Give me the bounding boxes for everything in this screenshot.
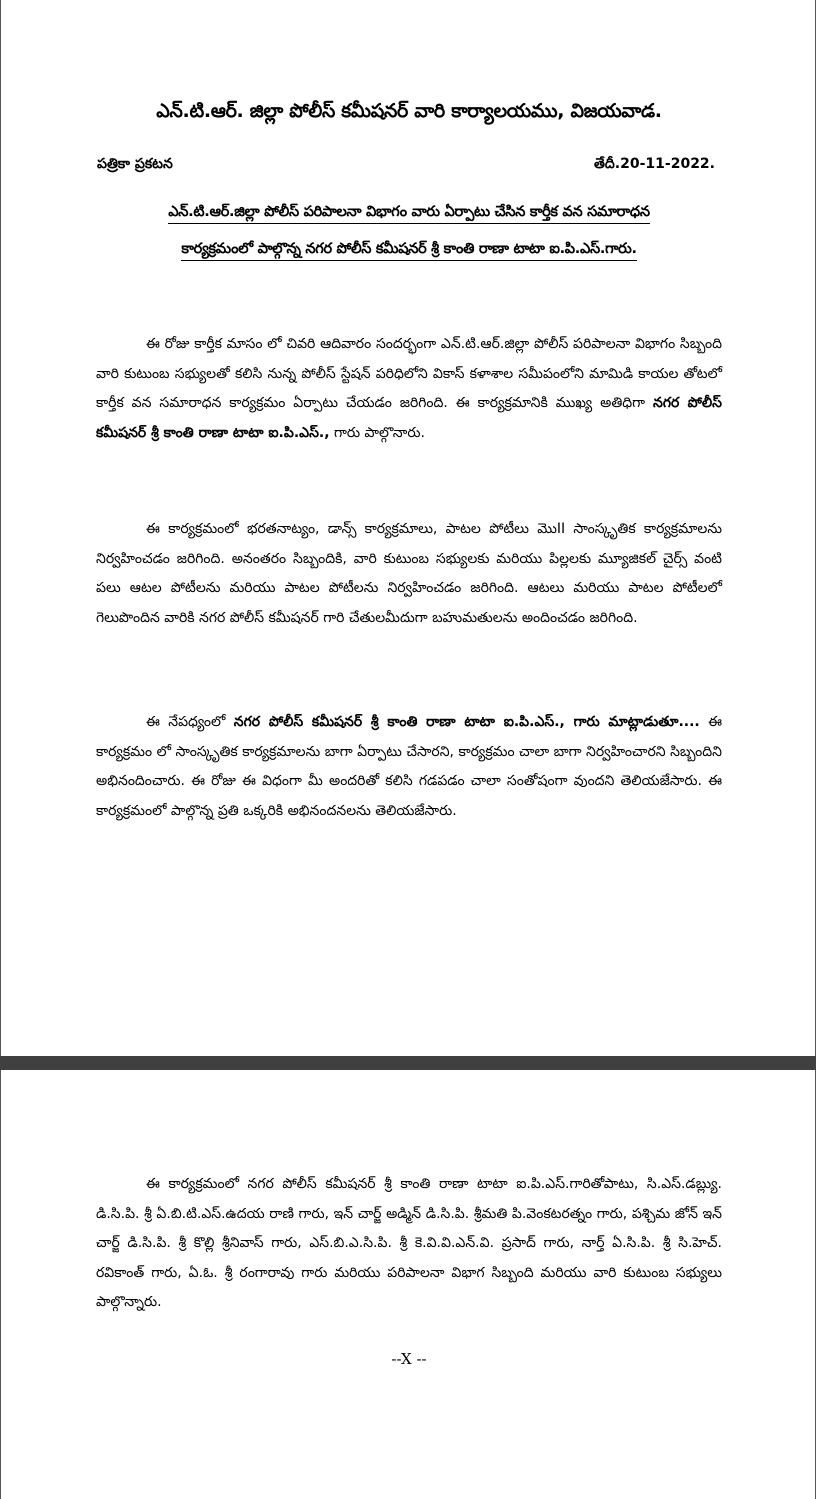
subheading-line-1 — [1, 204, 816, 224]
office-title: ఎన్.టి.ఆర్. జిల్లా పోలీస్ కమీషనర్ వారి కార్యాలయము, విజయవాడ. — [156, 100, 662, 122]
document-page-2 — [0, 1070, 816, 1499]
paragraph-1-tail: గారు పాల్గొనారు. — [334, 424, 425, 441]
paragraph-3 — [96, 708, 722, 826]
press-release-label: పత్రికా ప్రకటన — [97, 156, 173, 172]
end-mark: --X -- — [391, 1350, 427, 1368]
paragraph-1 — [96, 330, 722, 448]
paragraph-3-tail: ఈ కార్యక్రమం లో సాంస్కృతిక కార్యక్రమాలను బాగా ఏర్పాటు చేసారని, కార్యక్రమం చాలా బాగా నిర్వహించారని సిబ్బందిని అభినందించారు. ఈ రోజు ఈ విధంగా మీ అందరితో కలిసి గడపడం చాలా సంతోషంగా వుందని తెలియజేసారు. ఈ కార్యక్రమంలో పాల్గొన్న ప్రతి ఒక్కరికి అభినందనలను తెలియజేసారు. — [96, 714, 723, 819]
subheading-line-1-text: ఎన్.టి.ఆర్.జిల్లా పోలీస్ పరిపాలనా విభాగం వారు ఏర్పాటు చేసిన కార్తీక వన సమారాధన — [168, 204, 650, 224]
subheading-line-2 — [1, 241, 816, 261]
release-date: తేదీ.20-11-2022. — [594, 156, 715, 172]
subheading-line-2-text: కార్యక్రమంలో పాల్గొన్న నగర పోలీస్ కమీషనర్ శ్రీ కాంతి రాణా టాటా ఐ.పి.ఎస్.గారు. — [181, 241, 636, 261]
paragraph-3-lead: ఈ నేపధ్యంలో — [146, 714, 226, 730]
paragraph-4: ఈ కార్యక్రమంలో నగర పోలీస్ కమీషనర్ శ్రీ కాంతి రాణా టాటా ఐ.పి.ఎస్.గారితోపాటు, సి.ఎస్.డబ్ల్యు. డి.సి.పి. శ్రీ ఏ.బి.టి.ఎస్.ఉదయ రాణి గారు, ఇన్ చార్జ్ అడ్మిన్ డి.సి.పి. శ్రీమతి పి.వెంకటరత్నం గారు, పశ్చిమ జోన్ ఇన్ చార్జ్ డి.సి.పి. శ్రీ కొల్లి శ్రీనివాస్ గారు, ఎస్.బి.ఎ.సి.పి. శ్రీ కె.వి.వి.ఎన్.వి. ప్రసాద్ గారు, నార్త్ ఏ.సి.పి. శ్రీ సి.హెచ్. రవికాంత్ గారు, ఏ.ఓ. శ్రీ రంగారావు గారు మరియు పరిపాలనా విభాగ సిబ్బంది మరియు వారి కుటుంబ సభ్యులు పాల్గొన్నారు. — [96, 1176, 722, 1310]
page-separator — [0, 1056, 816, 1070]
paragraph-1-bold: నగర పోలీస్ కమీషనర్ శ్రీ కాంతి రాణా టాటా ఐ.పి.ఎస్., — [96, 395, 722, 441]
paragraph-2: ఈ కార్యక్రమంలో భరతనాట్యం, డాన్స్ కార్యక్రమాలు, పాటల పోటీలు మొII సాంస్కృతిక కార్యక్రమాలను నిర్వహించడం జరిగింది. అనంతరం సిబ్బందికి, వారి కుటుంబ సభ్యులకు మరియు పిల్లలకు మ్యూజికల్ చైర్స్ వంటి పలు ఆటల పోటీలను మరియు పాటల పోటీలను నిర్వహించడం జరిగింది. ఆటలు మరియు పాటల పోటీలలో గెలుపొందిన వారికి నగర పోలీస్ కమీషనర్ గారి చేతులమీదుగా బహుమతులను అందించడం జరిగింది. — [96, 521, 722, 626]
paragraph-3-bold: నగర పోలీస్ కమీషనర్ శ్రీ కాంతి రాణా టాటా ఐ.పి.ఎస్., గారు మాట్లాడుతూ.... — [233, 714, 700, 730]
paragraph-1-text: ఈ రోజు కార్తీక మాసం లో చివరి ఆదివారం సందర్భంగా ఎన్.టి.ఆర్.జిల్లా పోలీస్ పరిపాలనా విభాగం సిబ్బంది వారి కుటుంబ సభ్యులతో కలిసి నున్న పోలీస్ స్టేషన్ పరిధిలోని వికాస్ కళాశాల సమీపంలోని మామిడి కాయల తోటలో కార్తీక వన సమారాధన కార్యక్రమం ఏర్పాటు చేయడం జరిగింది. ఈ కార్యక్రమానికి ముఖ్య అతిధిగా — [96, 336, 722, 411]
